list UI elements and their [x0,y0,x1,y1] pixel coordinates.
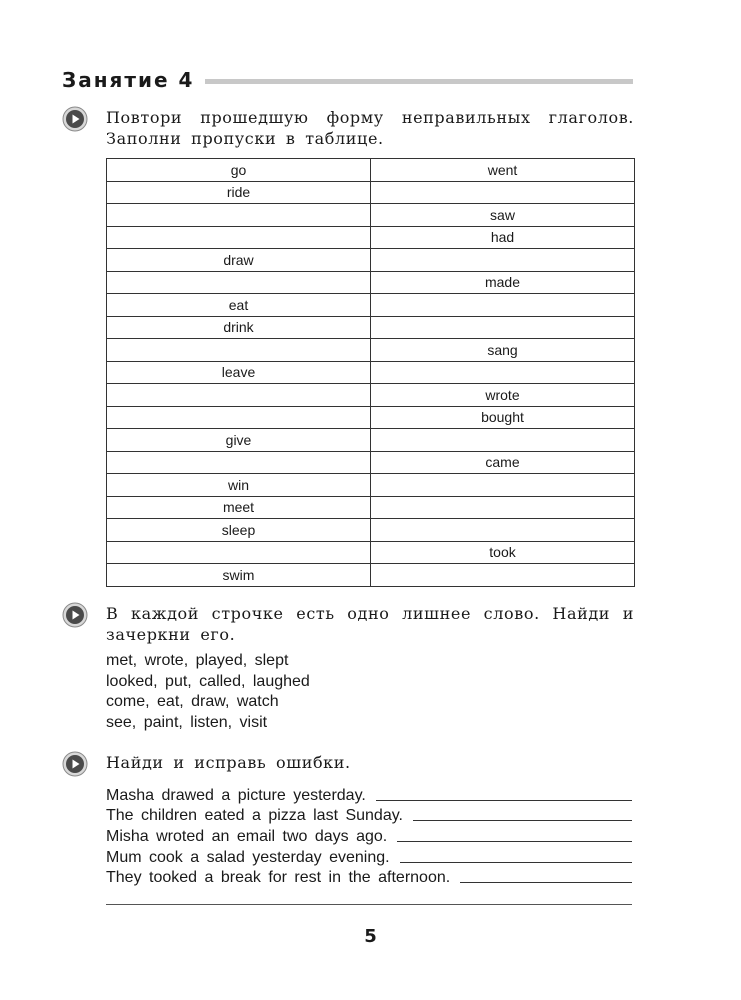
past-form-cell: came [371,451,635,474]
past-form-cell: had [371,226,635,249]
table-row [107,361,635,384]
past-form-cell: took [371,541,635,564]
table-row [107,294,635,317]
error-sentence: Misha wroted an email two days ago. [106,828,388,846]
error-row [106,846,632,867]
task2-instruction: В каждой строчке есть одно лишнее слово. Найди и зачеркни его. [106,604,634,644]
past-form-cell[interactable] [371,496,635,519]
word-line[interactable]: come, eat, draw, watch [106,693,279,711]
answer-line[interactable] [460,882,632,883]
past-form-cell[interactable] [371,519,635,542]
infinitive-cell: draw [107,249,371,272]
table-row [107,451,635,474]
answer-line[interactable] [413,820,632,821]
infinitive-cell[interactable] [107,406,371,429]
table-row [107,226,635,249]
table-row [107,406,635,429]
word-line[interactable]: see, paint, listen, visit [106,713,268,731]
table-row [107,249,635,272]
table-row [107,339,635,362]
table-row [107,159,635,182]
task3-instruction: Найди и исправь ошибки. [106,753,351,772]
error-sentence: The children eated a pizza last Sunday. [106,807,403,825]
table-row [107,181,635,204]
answer-line[interactable] [376,800,632,801]
past-form-cell[interactable] [371,564,635,587]
answer-line[interactable] [397,841,632,842]
table-row [107,474,635,497]
word-line[interactable]: met, wrote, played, slept [106,652,289,669]
answer-line[interactable] [400,862,632,863]
error-row [106,784,632,805]
infinitive-cell[interactable] [107,339,371,362]
infinitive-cell[interactable] [107,451,371,474]
infinitive-cell: swim [107,564,371,587]
past-form-cell[interactable] [371,429,635,452]
past-form-cell[interactable] [371,474,635,497]
infinitive-cell: go [107,159,371,182]
error-row [106,805,632,826]
infinitive-cell: give [107,429,371,452]
infinitive-cell: ride [107,181,371,204]
past-form-cell: made [371,271,635,294]
lesson-title: Занятие 4 [62,68,195,92]
bottom-answer-line[interactable] [106,904,632,905]
infinitive-cell[interactable] [107,226,371,249]
play-icon[interactable] [62,751,88,777]
error-row [106,825,632,846]
task1-instruction: Повтори прошедшую форму неправильных глаголов. Заполни пропуски в таблице. [106,108,634,148]
infinitive-cell: meet [107,496,371,519]
past-form-cell: saw [371,204,635,227]
irregular-verbs-table [106,158,635,587]
infinitive-cell: win [107,474,371,497]
error-row [106,867,632,888]
infinitive-cell: eat [107,294,371,317]
infinitive-cell[interactable] [107,384,371,407]
error-sentence: Masha drawed a picture yesterday. [106,786,366,804]
word-line[interactable]: looked, put, called, laughed [106,672,310,690]
infinitive-cell: leave [107,361,371,384]
lesson-header [62,66,634,94]
past-form-cell[interactable] [371,181,635,204]
play-icon[interactable] [62,602,88,628]
past-form-cell[interactable] [371,249,635,272]
past-form-cell: sang [371,339,635,362]
past-form-cell: went [371,159,635,182]
error-sentence: Mum cook a salad yesterday evening. [106,848,390,866]
past-form-cell[interactable] [371,361,635,384]
past-form-cell: bought [371,406,635,429]
past-form-cell[interactable] [371,316,635,339]
past-form-cell[interactable] [371,294,635,317]
table-row [107,541,635,564]
infinitive-cell[interactable] [107,204,371,227]
table-row [107,519,635,542]
infinitive-cell[interactable] [107,541,371,564]
table-row [107,271,635,294]
past-form-cell: wrote [371,384,635,407]
title-divider [205,79,633,84]
table-row [107,316,635,339]
infinitive-cell[interactable] [107,271,371,294]
error-sentence: They tooked a break for rest in the afternoon. [106,869,451,887]
table-row [107,429,635,452]
table-row [107,384,635,407]
error-sentences [106,784,632,887]
table-row [107,496,635,519]
play-icon[interactable] [62,106,88,132]
table-row [107,204,635,227]
infinitive-cell: sleep [107,519,371,542]
page-number: 5 [364,926,377,947]
odd-word-lines [106,651,310,733]
infinitive-cell: drink [107,316,371,339]
table-row [107,564,635,587]
